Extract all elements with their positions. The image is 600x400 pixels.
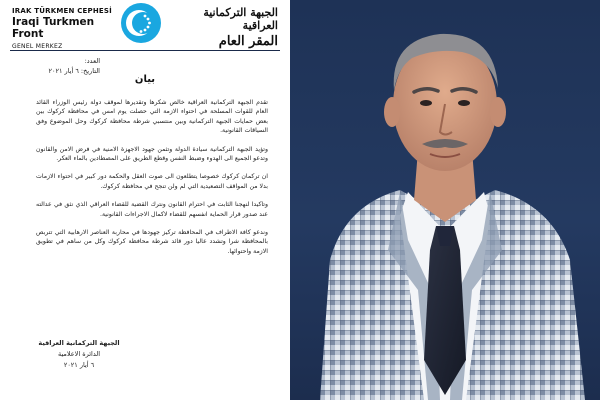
signature-org: الجبهة التركمانية العراقية [38, 339, 120, 347]
letter-paragraph: وتؤيد الجبهة التركمانية سيادة الدولة وتثمن جهود الاجهزة الامنية في فرض الامن والقانون وتدعو الجميع الى الهدوء وضبط النفس وقطع الطريق على المصطادين بالماء العكر. [36, 145, 268, 163]
statement-letter [0, 0, 290, 400]
right-ear [490, 97, 506, 127]
portrait-illustration [290, 0, 600, 400]
crescent-and-stars-logo-icon [120, 2, 162, 44]
org-name-arabic [168, 6, 278, 49]
reference-block [30, 56, 100, 76]
reference-date: التاريخ: ٦ أيار ٢٠٢١ [48, 67, 100, 75]
letter-paragraph: وندعو كافة الاطراف في المحافظة تركيز جهودها في محاربة العناصر الارهابية التي تتربص بالمحافظة شرا وتشدد عاليا دور قائد شرطة محافظة كركوك وكل من ساهم في تطويق الازمة واحتوائها. [36, 229, 268, 255]
reference-number: العدد: [84, 57, 100, 65]
letter-paragraph: وتاكيدا لنهجنا الثابت في احترام القانون ونترك القضية للقضاء العراقي الذي نثق في عدالته عند صدور قرار الحماية انفسهم للقضاء لاكمال الاجراءات القانونية. [36, 201, 268, 218]
org-name-english: Iraqi Turkmen Front [12, 16, 95, 40]
org-name-latin [12, 7, 112, 50]
left-eye [420, 100, 432, 106]
org-name-arabic-line2: المقر العام [218, 34, 278, 49]
necktie [424, 226, 466, 395]
right-eye [458, 100, 470, 106]
left-ear [384, 97, 400, 127]
signature-block [24, 338, 134, 371]
org-name-arabic-line1: الجبهة التركمانية العراقية [203, 6, 278, 32]
portrait-photo [290, 0, 600, 400]
letter-body [36, 98, 268, 265]
signature-date: ٦ أيار ٢٠٢١ [63, 361, 95, 369]
org-hq-label: GENEL MERKEZ [12, 43, 63, 50]
org-name-turkish: IRAK TÜRKMEN CEPHESİ [12, 7, 112, 15]
letter-paragraph: تقدم الجبهة التركمانية العراقية خالص شكرها وتقديرها لموقف دولة رئيس الوزراء القائد العام للقوات المسلحة في احتواء الازمة التي حصلت يوم امس في محافظة كركوك بين بعض حمايات الجبهة التركمانية وبين منتسبي شرطة محافظة كركوك وحل الموضوع وفق السياقات القانونية. [36, 99, 268, 135]
letter-paragraph: ان تركمان كركوك خصوصا يتطلعون الى صوت العقل والحكمة دور كبير في احتواء الازمات بدلا من المواقف التصعيدية التي لم ولن تنجح في محافظة كركوك. [36, 173, 268, 190]
letterhead [0, 0, 290, 60]
letterhead-divider [10, 50, 280, 51]
letter-title: بيان [134, 74, 156, 85]
signature-department: الدائرة الاعلامية [57, 350, 101, 358]
